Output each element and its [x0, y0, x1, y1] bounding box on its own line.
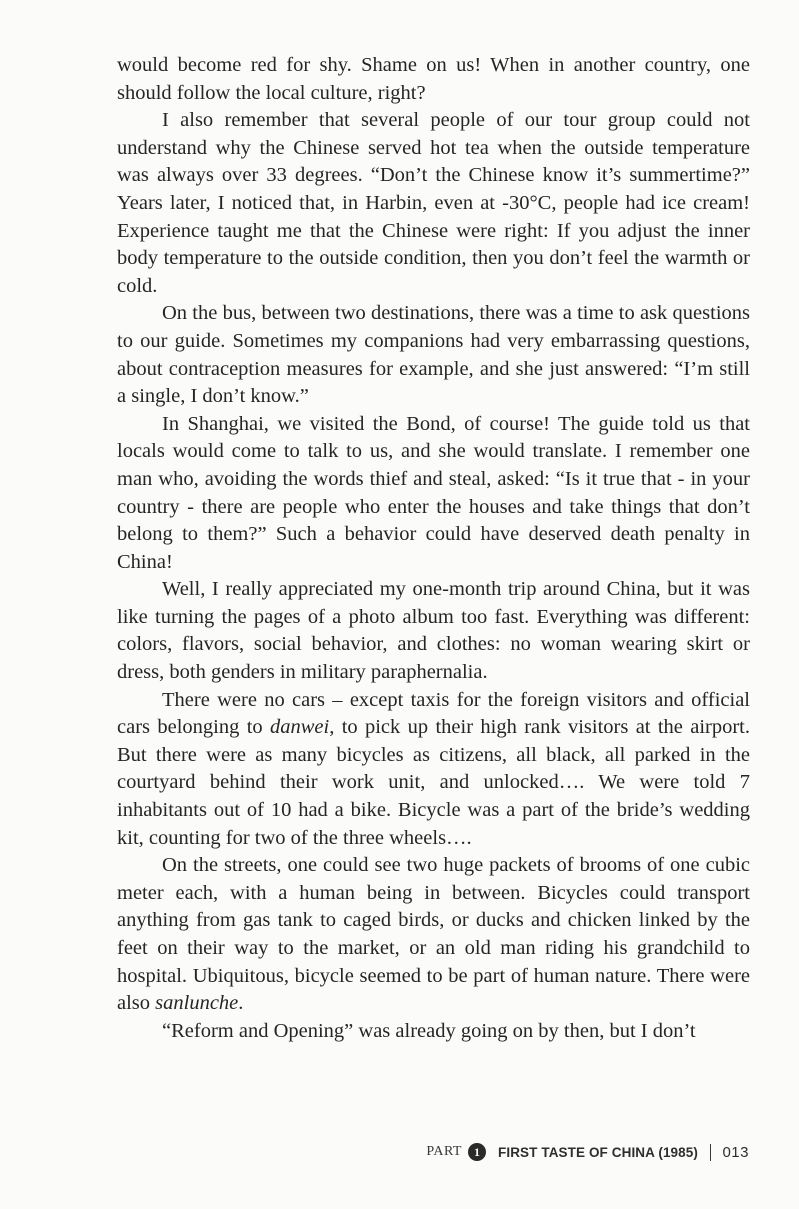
italic-term-danwei: danwei: [270, 716, 330, 739]
paragraph-4: In Shanghai, we visited the Bond, of course! The guide told us that locals would come to talk to us, and she would translate. I remember one man who, avoiding the words thief and steal, asked: “Is it true that - in your country - there are people who enter the houses and take things that don’t belong to them?” Such a behavior could have deserved death penalty in China!: [117, 412, 750, 573]
paragraph-7-text-start: On the streets, one could see two huge packets of brooms of one cubic meter each, with a human being in between. Bicycles could transport anything from gas tank to caged birds, or ducks and chicken linked by the feet on their way to the market, or an old man riding his grandchild to hospital. Ubiquitous, bicycle seemed to be part of human nature. There were also: [117, 854, 750, 1015]
running-footer: [426, 1140, 749, 1164]
paragraph-2: I also remember that several people of our tour group could not understand why the Chinese served hot tea when the outside temperature was always over 33 degrees. “Don’t the Chinese know it’s summertime?” Years later, I noticed that, in Harbin, even at -30°C, people had ice cream! Experience taught me that the Chinese were right: If you adjust the inner body temperature to the outside condition, then you don’t feel the warmth or cold.: [117, 109, 750, 297]
page-body: [117, 52, 750, 1045]
paragraph-7: [117, 852, 750, 1018]
page-number: 013: [722, 1143, 749, 1161]
part-number-badge: 1: [468, 1143, 486, 1161]
paragraph-6-text-end: , to pick up their high rank visitors at the airport. But there were as many bicycles as citizens, all black, all parked in the courtyard behind their work unit, and unlocked…. We were told 7 inhabitants out of 10 had a bike. Bicycle was a part of the bride’s wedding kit, counting for two of the three wheels….: [117, 716, 750, 849]
paragraph-3: On the bus, between two destinations, there was a time to ask questions to our guide. Sometimes my companions had very embarrassing questions, about contraception measures for example, and she just answered: “I’m still a single, I don’t know.”: [117, 302, 750, 408]
paragraph-5: Well, I really appreciated my one-month trip around China, but it was like turning the pages of a photo album too fast. Everything was different: colors, flavors, social behavior, and clothes: no woman wearing skirt or dress, both genders in military paraphernalia.: [117, 578, 750, 684]
paragraph-6-text-start: There were no cars – except taxis for the foreign visitors and official cars belonging to: [117, 688, 750, 739]
part-label: PART: [426, 1144, 462, 1159]
italic-term-sanlunche: sanlunche: [155, 992, 239, 1015]
chapter-title: FIRST TASTE OF CHINA (1985): [498, 1144, 698, 1160]
paragraph-1: would become red for shy. Shame on us! When in another country, one should follow the local culture, right?: [117, 54, 750, 104]
paragraph-8: “Reform and Opening” was already going on by then, but I don’t: [162, 1019, 696, 1042]
paragraph-6: [117, 687, 750, 853]
footer-divider: [710, 1144, 712, 1161]
paragraph-7-text-end: .: [238, 992, 244, 1015]
